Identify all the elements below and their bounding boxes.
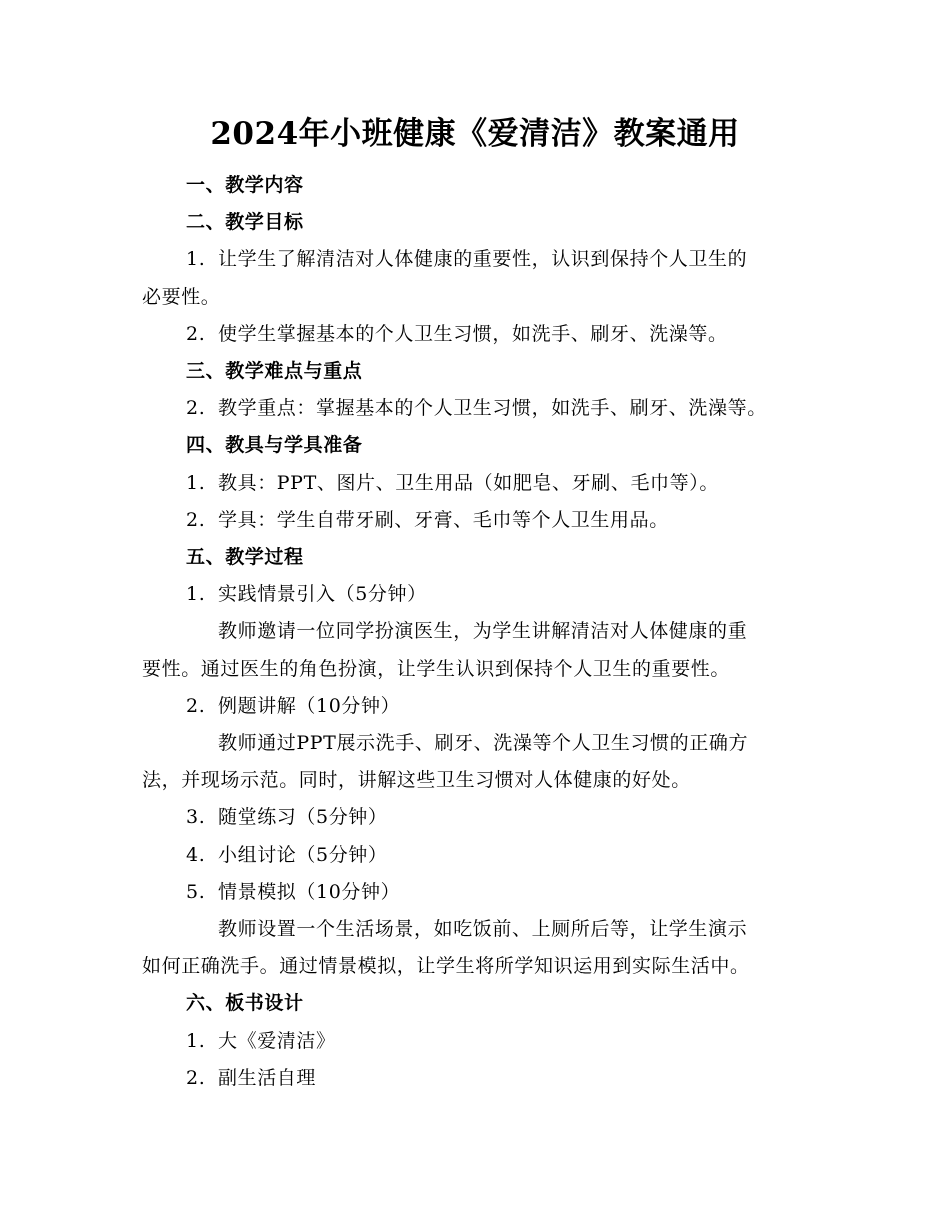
- line-text: 教师通过PPT展示洗手、刷牙、洗澡等个人卫生习惯的正确方: [218, 732, 749, 755]
- line-text: 教师邀请一位同学扮演医生，为学生讲解清洁对人体健康的重: [218, 620, 748, 643]
- item-text: 随堂练习（5分钟）: [218, 806, 388, 829]
- item-text: 让学生了解清洁对人体健康的重要性，认识到保持个人卫生的: [218, 248, 748, 271]
- list-item: [142, 799, 814, 836]
- item-number: 2.: [186, 1066, 206, 1089]
- line-text: 必要性。: [142, 285, 221, 308]
- heading-text: 五、教学过程: [186, 546, 304, 569]
- section-heading: [142, 985, 814, 1022]
- heading-text: 四、教具与学具准备: [186, 434, 363, 457]
- continuation-line: [142, 948, 814, 985]
- item-number: 3.: [186, 806, 206, 829]
- item-text: 教学重点：掌握基本的个人卫生习惯，如洗手、刷牙、洗澡等。: [218, 397, 767, 420]
- section-heading: [142, 427, 814, 464]
- list-item: [142, 837, 814, 874]
- section-heading: [142, 353, 814, 390]
- section-heading: [142, 167, 814, 204]
- line-text: 如何正确洗手。通过情景模拟，让学生将所学知识运用到实际生活中。: [142, 955, 750, 978]
- list-item: [142, 688, 814, 725]
- item-number: 2.: [186, 322, 206, 345]
- list-item: [142, 1060, 814, 1097]
- document-title: 2024年小班健康《爱清洁》教案通用: [210, 116, 740, 152]
- list-item: [142, 390, 814, 427]
- list-item: [142, 874, 814, 911]
- item-text: 副生活自理: [218, 1066, 317, 1089]
- list-item: [142, 316, 814, 353]
- item-text: 例题讲解（10分钟）: [218, 694, 401, 717]
- paragraph-first-line: [142, 725, 814, 762]
- item-number: 4.: [186, 843, 206, 866]
- line-text: 教师设置一个生活场景，如吃饭前、上厕所后等，让学生演示: [218, 918, 748, 941]
- document-body: [142, 167, 814, 1097]
- heading-text: 一、教学内容: [186, 174, 304, 196]
- heading-text: 六、板书设计: [186, 992, 304, 1015]
- list-item: [142, 502, 814, 539]
- item-number: 2.: [186, 508, 206, 531]
- item-number: 1.: [186, 248, 206, 271]
- item-text: 使学生掌握基本的个人卫生习惯，如洗手、刷牙、洗澡等。: [218, 322, 728, 345]
- continuation-line: [142, 279, 814, 316]
- heading-text: 二、教学目标: [186, 211, 304, 234]
- section-heading: [142, 539, 814, 576]
- item-number: 2.: [186, 397, 206, 420]
- item-number: 1.: [186, 471, 206, 494]
- list-item: [142, 241, 814, 278]
- item-text: 情景模拟（10分钟）: [218, 880, 401, 903]
- item-text: 大《爱清洁》: [218, 1029, 336, 1052]
- item-number: 1.: [186, 1029, 206, 1052]
- item-number: 2.: [186, 694, 206, 717]
- section-heading: [142, 204, 814, 241]
- item-number: 1.: [186, 583, 206, 606]
- paragraph-first-line: [142, 613, 814, 650]
- list-item: [142, 1023, 814, 1060]
- paragraph-first-line: [142, 911, 814, 948]
- item-text: 实践情景引入（5分钟）: [218, 583, 427, 606]
- list-item: [142, 465, 814, 502]
- line-text: 法，并现场示范。同时，讲解这些卫生习惯对人体健康的好处。: [142, 769, 691, 792]
- heading-text: 三、教学难点与重点: [186, 360, 363, 383]
- list-item: [142, 576, 814, 613]
- item-number: 5.: [186, 880, 206, 903]
- continuation-line: [142, 762, 814, 799]
- line-text: 要性。通过医生的角色扮演，让学生认识到保持个人卫生的重要性。: [142, 657, 731, 680]
- continuation-line: [142, 651, 814, 688]
- item-text: 小组讨论（5分钟）: [218, 843, 388, 866]
- item-text: 学具：学生自带牙刷、牙膏、毛巾等个人卫生用品。: [218, 508, 669, 531]
- item-text: 教具：PPT、图片、卫生用品（如肥皂、牙刷、毛巾等）。: [218, 471, 719, 494]
